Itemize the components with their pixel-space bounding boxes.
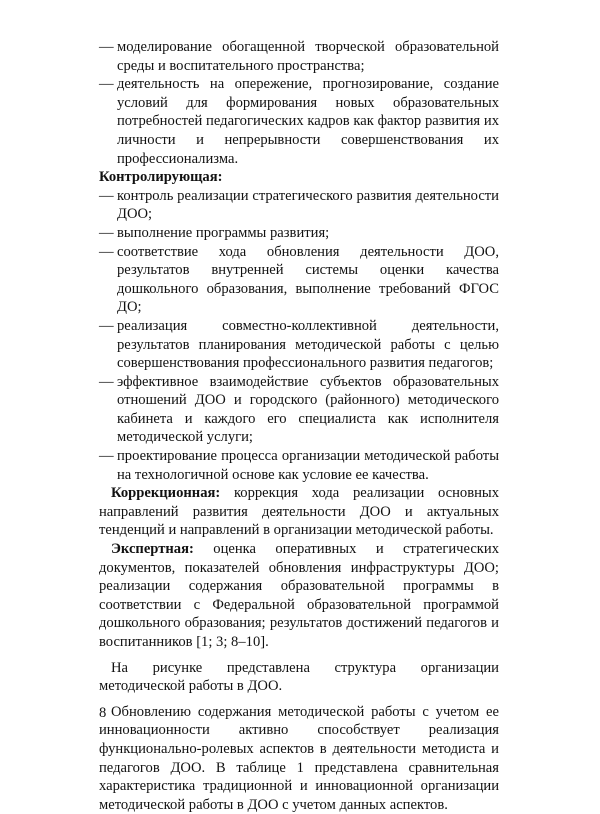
list-item — [99, 38, 499, 75]
list-item — [99, 224, 499, 243]
list-item-text: проектирование процесса организации методической работы на технологичной основе как условие ее качества. — [117, 448, 499, 483]
list-item-text: выполнение программы развития; — [117, 224, 330, 241]
paragraph-table-reference: Обновлению содержания методической работы с учетом ее инновационности активно способствует реализация функционально-ролевых аспектов в деятельности методиста и педагогов ДОО. В таблице 1 представлена сравнительная характеристика традиционной и инновационной организации методической работы в ДОО с учетом данных аспектов. — [99, 703, 499, 813]
list-item-text: соответствие хода обновления деятельности ДОО, результатов внутренней системы оценки качества дошкольного образования, выполнение требований ФГОС ДО; — [117, 243, 499, 316]
paragraph-text: коррекция хода реализации основных направлений развития деятельности ДОО и актуальных тенденций и направлений в организации методической работы. — [99, 485, 499, 539]
list-item-text: контроль реализации стратегического развития деятельности ДОО; — [117, 187, 499, 223]
term-correctional: Коррекционная: — [111, 485, 221, 502]
list-item — [99, 373, 499, 447]
list-item-text: реализация совместно-коллективной деятельности, результатов планирования методической работы с целью совершенствования профессионального развития педагогов; — [117, 317, 499, 372]
list-item — [99, 447, 499, 484]
dash-bullet: — — [99, 317, 114, 334]
dash-bullet: — — [99, 224, 114, 241]
list-item-text: эффективное взаимодействие субъектов образовательных отношений ДОО и городского (районного) методического кабинета и каждого его специалиста как исполнителя методической услуги; — [117, 373, 499, 446]
page-number: 8 — [99, 705, 107, 721]
dash-bullet: — — [99, 76, 114, 93]
page-body — [99, 38, 499, 814]
list-item — [99, 187, 499, 224]
paragraph-correctional — [99, 484, 499, 540]
paragraph-expert — [99, 540, 499, 652]
dash-bullet: — — [99, 187, 114, 204]
paragraph-figure-reference: На рисунке представлена структура организации методической работы в ДОО. — [99, 659, 499, 695]
list-item — [99, 75, 499, 168]
dash-bullet: — — [99, 373, 114, 390]
list-item — [99, 317, 499, 373]
term-expert: Экспертная: — [111, 541, 194, 558]
paragraph-text: оценка оперативных и стратегических документов, показателей обновления инфраструктуры ДОО; реализации содержания образовательной программы в соответствии с Федеральной образовательной программой дошкольного образования; результатов достижений педагогов и воспитанников [1; 3; 8–10]. — [99, 541, 499, 650]
dash-bullet: — — [99, 448, 114, 465]
list-item — [99, 243, 499, 317]
section-heading-controlling: Контролирующая: — [99, 169, 223, 186]
list-item-text: деятельность на опережение, прогнозирование, создание условий для формирования новых образовательных потребностей педагогических кадров как фактор развития их личности и непрерывности совершенствования их профессионализма. — [117, 76, 499, 167]
dash-bullet: — — [99, 243, 114, 260]
dash-bullet: — — [99, 39, 114, 55]
list-item-text: моделирование обогащенной творческой образовательной среды и воспитательного пространства; — [117, 39, 499, 74]
